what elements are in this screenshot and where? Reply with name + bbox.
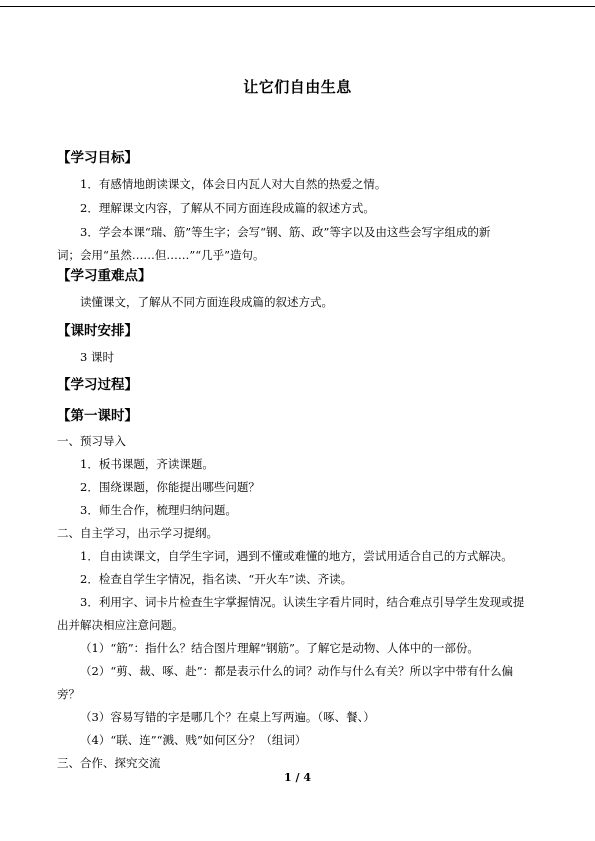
section1-item-1: 1．板书课题，齐读课题。 bbox=[80, 457, 214, 471]
page-title: 让它们自由生息 bbox=[243, 78, 352, 96]
goal-item-1: 1．有感情地朗读课文，体会日内瓦人对大自然的热爱之情。 bbox=[80, 177, 387, 191]
goal-item-3: 3．学会本课“瑞、筋”等生字；会写“钢、筋、政”等字以及由这些会写字组成的新 bbox=[80, 225, 491, 239]
key-points-text: 读懂课文，了解从不同方面连段成篇的叙述方式。 bbox=[80, 295, 333, 309]
section2-subitem-2-cont: 旁？ bbox=[57, 687, 80, 701]
section2-heading: 二、自主学习，出示学习提纲。 bbox=[57, 526, 218, 540]
section2-item-2: 2．检查自学生字情况，指名读、“开火车”读、齐读。 bbox=[80, 572, 353, 586]
section2-subitem-1: （1）“筋”：指什么？结合图片理解“钢筋”。了解它是动物、人体中的一部份。 bbox=[80, 641, 479, 655]
heading-key-points: 【学习重难点】 bbox=[57, 268, 152, 284]
page-number: 1 / 4 bbox=[284, 771, 311, 784]
section1-heading: 一、预习导入 bbox=[57, 434, 126, 448]
heading-lesson1: 【第一课时】 bbox=[57, 408, 138, 424]
heading-goals: 【学习目标】 bbox=[57, 150, 138, 166]
goal-item-2: 2．理解课文内容，了解从不同方面连段成篇的叙述方式。 bbox=[80, 201, 375, 215]
section2-item-3: 3．利用字、词卡片检查生字掌握情况。认读生字看片同时，结合难点引导学生发现或提 bbox=[80, 595, 525, 609]
section2-item-1: 1．自由读课文，自学生字词，遇到不懂或难懂的地方，尝试用适合自己的方式解决。 bbox=[80, 549, 513, 563]
goal-item-3-cont: 词；会用“虽然……但……”“几乎”造句。 bbox=[57, 248, 265, 262]
heading-process: 【学习过程】 bbox=[57, 377, 138, 393]
schedule-text: 3 课时 bbox=[80, 350, 114, 364]
section2-subitem-3: （3）容易写错的字是哪几个？在桌上写两遍。（啄、餐、） bbox=[80, 710, 375, 724]
section2-subitem-2: （2）“剪、裁、啄、赴”：都是表示什么的词？动作与什么有关？所以字中带有什么偏 bbox=[80, 664, 514, 678]
heading-schedule: 【课时安排】 bbox=[57, 323, 138, 339]
section1-item-2: 2．围绕课题，你能提出哪些问题？ bbox=[80, 480, 260, 494]
section1-item-3: 3．师生合作，梳理归纳问题。 bbox=[80, 503, 237, 517]
section2-subitem-4: （4）“联、连”“溅、贱”如何区分？（组词） bbox=[80, 733, 307, 747]
header-rule bbox=[0, 6, 595, 7]
section3-heading: 三、合作、探究交流 bbox=[57, 756, 161, 770]
section2-item-3-cont: 出并解决相应注意问题。 bbox=[57, 618, 184, 632]
